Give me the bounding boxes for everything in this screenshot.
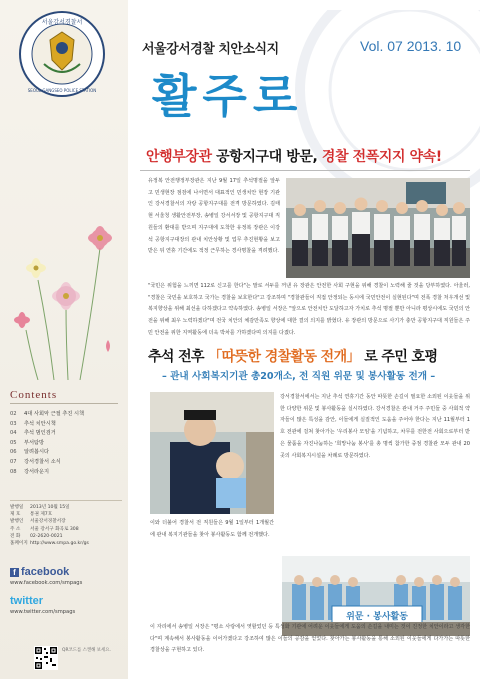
publication-row bbox=[10, 518, 122, 525]
toc-number: 05 bbox=[10, 439, 17, 446]
toc-item[interactable] bbox=[10, 468, 122, 478]
minister-visit-photo bbox=[286, 178, 470, 278]
publication-row bbox=[10, 526, 122, 533]
newsletter-title: 활주로 bbox=[152, 69, 304, 123]
publication-key: 주 소 bbox=[10, 526, 21, 532]
emblem-text-top: 서울강서경찰서 bbox=[41, 19, 83, 26]
toc-number: 03 bbox=[10, 420, 17, 427]
twitter-url[interactable]: www.twitter.com/smpags bbox=[10, 609, 76, 615]
headline-text: 공항지구대 방문, bbox=[211, 149, 322, 165]
publication-value: 2013년 10월 15일 bbox=[30, 505, 70, 510]
toc-item[interactable] bbox=[10, 458, 122, 468]
volume-date: Vol. 07 2013. 10 bbox=[360, 38, 462, 54]
toc-item[interactable] bbox=[10, 410, 122, 420]
publication-row bbox=[10, 511, 122, 518]
publication-key: 전 화 bbox=[10, 533, 21, 539]
toc-label: 부서탐방 bbox=[24, 439, 45, 446]
volunteer-banner-text: 위문 · 봉사활동 bbox=[346, 612, 408, 622]
toc-number: 06 bbox=[10, 449, 17, 456]
facebook-url[interactable]: www.facebook.com/smpags bbox=[10, 580, 83, 586]
publication-key: 홈페이지 bbox=[10, 541, 28, 547]
publication-row bbox=[10, 540, 122, 547]
toc-number: 02 bbox=[10, 411, 17, 417]
sidebar bbox=[0, 0, 128, 679]
toc-item[interactable] bbox=[10, 448, 122, 458]
table-of-contents bbox=[10, 410, 122, 477]
headline-highlight: 「따뜻한 경찰활동 전개」 bbox=[208, 349, 360, 365]
toc-label: 알려봅시다 bbox=[24, 449, 50, 456]
article2-body-left: 이와 더불어 경찰서 전 직원들은 9월 1일부터 1개월간에 관내 복지기관들을 찾아 봉사활동도 함께 전개했다. bbox=[150, 520, 274, 538]
twitter-logo[interactable]: twitter bbox=[10, 595, 43, 607]
publication-key: 제 호 bbox=[10, 512, 21, 518]
publication-key: 발행일 bbox=[10, 505, 24, 510]
emblem-text-bottom: SEOUL GANGSEO POLICE STATION bbox=[27, 88, 97, 93]
headline-text: 추석 전후 bbox=[148, 349, 209, 365]
officer-with-child-photo bbox=[150, 392, 274, 514]
publication-value[interactable]: http://www.smpa.go.kr/gs bbox=[30, 541, 89, 547]
qr-note: QR코드를 스캔해 보세요. bbox=[62, 648, 111, 653]
contents-divider bbox=[10, 403, 118, 404]
publication-value: 서울강서경찰서장 bbox=[30, 519, 66, 525]
article2-headline bbox=[148, 346, 437, 366]
publication-row bbox=[10, 504, 122, 511]
publication-row bbox=[10, 533, 122, 540]
cosmos-flowers-illustration bbox=[8, 220, 128, 380]
masthead-subtitle: 서울강서경찰 치안소식지 bbox=[142, 42, 279, 57]
toc-number: 07 bbox=[10, 458, 17, 465]
publication-value: 02-2620-0021 bbox=[30, 533, 63, 539]
article1-body-continued: "국민은 위험을 느끼면 112로 신고를 한다"는 말로 서두를 꺼낸 유 장관은 안전한 사회 구현을 위해 경찰이 노력해 줄 것을 당부하였다. 아울러, "경찰은 국민을 보호하고 국가는 경찰을 보호한다"고 강조하며 "경찰관들이 직접 안정되는 동시에 국민안전이 실현된다"며 전폭 경찰 처우개선 및 복지향상을 위해 최선을 다하겠다고 약속하였다. 송병일 서장은 "앞으로 안전치안 도달하고자 가치로 추석 명절 뿐만 아니라 평상시에도 국민의 안전을 위해 최우 노력하겠다"며 전국 치안의 체감만족도 향상에 대한 결의 의지를 밝혔다. 유 장관의 방문으로 사기가 충만 공항지구대 직원들은 주민 안전을 위한 지역활동에 더욱 박차를 가하겠다며 의지를 다졌다. bbox=[148, 283, 470, 336]
publication-value: 통권 제7호 bbox=[30, 512, 53, 518]
toc-label: 강서경찰서 소식 bbox=[24, 458, 61, 465]
social-links bbox=[10, 566, 122, 615]
toc-label: 강서라운지 bbox=[24, 468, 50, 475]
facebook-icon: f bbox=[10, 568, 19, 577]
article1-body: 유정복 안전행정부장관은 지난 9월 17일 추석명절을 앞두고 민생현장 점검에 나서면서 대표적인 민생치안 현장 기관인 강서경찰서의 자랑 공항지구대를 전격 방문하였다. 김태현 서울청 생활안전부장, 송병일 강서서장 및 공항지구대 직원들의 환대를 받으며 지구대에 도착한 유정복 장관은 이강석 공항지구대장의 관내 치안상황 및 업무 추진현황을 보고받은 뒤 연휴 기간에도 적정 근무하는 경사명찰을 격려했다. bbox=[148, 178, 280, 255]
publication-value: 서울 강서구 화곡로 308 bbox=[30, 526, 79, 532]
facebook-logo[interactable] bbox=[10, 566, 122, 578]
toc-label: 추석 치안시책 bbox=[24, 420, 56, 427]
toc-item[interactable] bbox=[10, 420, 122, 430]
publication-info bbox=[10, 500, 122, 547]
toc-number: 08 bbox=[10, 468, 17, 475]
toc-label: 추석 범인검거 bbox=[24, 430, 56, 437]
toc-item[interactable] bbox=[10, 439, 122, 449]
article1-headline bbox=[146, 146, 442, 166]
headline-highlight: 경찰 전폭지지 약속! bbox=[321, 149, 442, 165]
toc-item[interactable] bbox=[10, 429, 122, 439]
police-emblem-icon bbox=[18, 10, 106, 98]
headline-highlight: 안행부장관 bbox=[146, 149, 212, 165]
article2-body-bottom: 이 자리에서 송병일 서장은 "평소 사랑에서 엿할었던 등 특성화 기관에 어려운 이웃들에게 도움의 손길을 내미는 것이 진정한 치안이라고 생각한다"며 계속해서 봉사활동을 이어가겠다고 강조하여 많은 이들의 공감을 얻었다. 찾아가는 봉사활동을 통해 소외된 이웃들에게 다가가는 따뜻한 경찰상을 구현하고 있다. bbox=[150, 624, 470, 654]
publication-key: 발행인 bbox=[10, 519, 24, 525]
contents-title: Contents bbox=[10, 389, 58, 401]
article2-body: 강서경찰서에서는 지난 추석 연휴기간 동안 따뜻한 손길이 필요한 소외된 이웃들을 위한 다양한 위문 및 봉사활동을 실시하였다. 강서경찰은 관내 거주 주민들 중 사회적 약자들이 많은 특성을 감안, 이들에게 실질적인 도움을 주어야 한다는 지난 11월부터 1호 전관에 걸쳐 찾아가는 '우리봉사 모임'을 기념하고, 차무를 전한전 사회으로부터 받은 물품을 자진나눔하는 '희망나눔 봉사'를 총 명씩 참가한 중점 경찰관 모두 관내 20곳의 사회복지시설을 차례로 방문하였다. bbox=[280, 394, 470, 459]
facebook-label: facebook bbox=[21, 566, 70, 578]
headline-text: 로 주민 호평 bbox=[359, 349, 438, 365]
toc-label: 4대 사회악 근절 추진 시책 bbox=[24, 411, 85, 417]
article1-divider bbox=[140, 170, 470, 171]
toc-number: 04 bbox=[10, 430, 17, 437]
article2-subheadline: – 관내 사회복지기관 총20개소, 전 직원 위문 및 봉사활동 전개 – bbox=[162, 371, 436, 382]
qr-code-icon[interactable] bbox=[34, 646, 58, 670]
